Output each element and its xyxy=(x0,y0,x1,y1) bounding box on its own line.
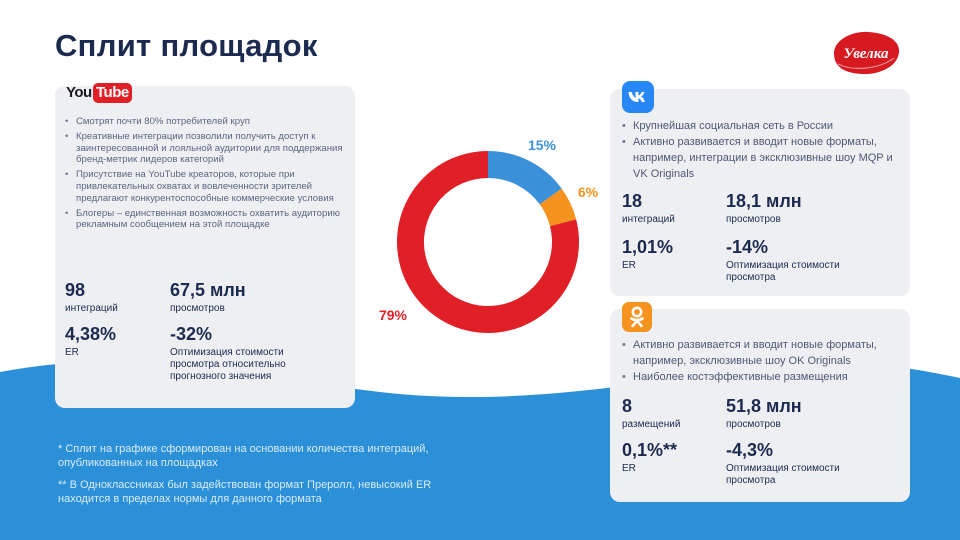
bullet-item: • Наиболее костэффективные размещения xyxy=(622,369,907,385)
vk-bullets xyxy=(622,118,907,182)
vk-integrations-stat xyxy=(622,190,675,226)
vk-icon xyxy=(622,81,654,113)
stat-value: -14% xyxy=(726,237,769,257)
platform-split-donut-chart xyxy=(360,130,620,345)
yt-er-stat xyxy=(65,323,116,359)
ok-card xyxy=(610,309,910,502)
uvelka-logo xyxy=(828,28,904,78)
stat-value: 0,1%** xyxy=(622,440,678,460)
stat-value: 18 xyxy=(622,191,643,211)
stat-label: Оптимизация стоимости просмотра xyxy=(726,463,840,486)
donut-label-youtube: 79% xyxy=(378,307,408,323)
stat-label: ER xyxy=(65,347,79,358)
stat-value: -32% xyxy=(170,324,213,344)
ok-er-stat xyxy=(622,439,677,475)
stat-label: просмотров xyxy=(170,303,225,314)
bullet-item: • Присутствие на YouTube креаторов, которые при привлекательных охватах и вовлеченности зрителей предлагают конкурентоспособные коммерческие условия xyxy=(65,169,350,204)
youtube-logo-you: You xyxy=(66,84,92,101)
vk-views-stat xyxy=(726,190,802,226)
stat-value: -4,3% xyxy=(726,440,774,460)
yt-views-stat xyxy=(170,279,246,315)
ok-bullets xyxy=(622,337,907,385)
stat-label: Оптимизация стоимости просмотра xyxy=(726,260,840,283)
donut-label-vk: 15% xyxy=(527,137,557,153)
ok-views-stat xyxy=(726,395,802,431)
stat-label: интеграций xyxy=(65,303,118,314)
bullet-item: • Крупнейшая социальная сеть в России xyxy=(622,118,907,134)
footnote-split: * Сплит на графике сформирован на основании количества интеграций, опубликованных на площадках xyxy=(58,443,429,469)
logo-text: Увелка xyxy=(843,46,889,62)
vk-cost-stat xyxy=(726,236,866,284)
bullet-item: • Смотрят почти 80% потребителей круп xyxy=(65,116,350,128)
footnote-ok-preroll: ** В Одноклассниках был задействован формат Преролл, невысокий ER находится в пределах нормы для данного формата xyxy=(58,479,432,505)
youtube-card xyxy=(55,86,355,408)
stat-value: 67,5 млн xyxy=(170,280,246,300)
stat-label: интеграций xyxy=(622,214,675,225)
bullet-item: • Активно развивается и вводит новые форматы, например, интеграции в эксклюзивные шоу MQP и VK Originals xyxy=(622,134,907,182)
page-title: Сплит площадок xyxy=(55,28,318,63)
vk-card xyxy=(610,89,910,296)
stat-label: ER xyxy=(622,463,636,474)
bullet-item: • Блогеры – единственная возможность охватить аудиторию рекламным сообщением на этой площадке xyxy=(65,208,350,232)
youtube-logo xyxy=(66,82,129,106)
stat-value: 98 xyxy=(65,280,86,300)
donut-slice-vk xyxy=(488,151,562,204)
stat-label: просмотров xyxy=(726,419,781,430)
stat-value: 4,38% xyxy=(65,324,117,344)
stat-label: Оптимизация стоимости просмотра относительно прогнозного значения xyxy=(170,347,286,382)
stat-value: 51,8 млн xyxy=(726,396,802,416)
stat-value: 8 xyxy=(622,396,633,416)
odnoklassniki-icon xyxy=(622,302,652,332)
stat-label: ER xyxy=(622,260,636,271)
vk-er-stat xyxy=(622,236,673,272)
bullet-item: • Креативные интеграции позволили получить доступ к заинтересованной и лояльной аудитории для поддержания бренд-метрик лидеров категорий xyxy=(65,131,350,166)
donut-label-ok: 6% xyxy=(577,184,599,200)
ok-placements-stat xyxy=(622,395,680,431)
yt-integrations-stat xyxy=(65,279,118,315)
youtube-bullets xyxy=(65,116,350,234)
bullet-item: • Активно развивается и вводит новые форматы, например, эксклюзивные шоу OK Originals xyxy=(622,337,907,369)
stat-value: 1,01% xyxy=(622,237,674,257)
youtube-logo-tube: Tube xyxy=(93,83,132,103)
stat-value: 18,1 млн xyxy=(726,191,802,211)
ok-cost-stat xyxy=(726,439,866,487)
yt-cost-stat xyxy=(170,323,300,383)
stat-label: просмотров xyxy=(726,214,781,225)
stat-label: размещений xyxy=(622,419,681,430)
